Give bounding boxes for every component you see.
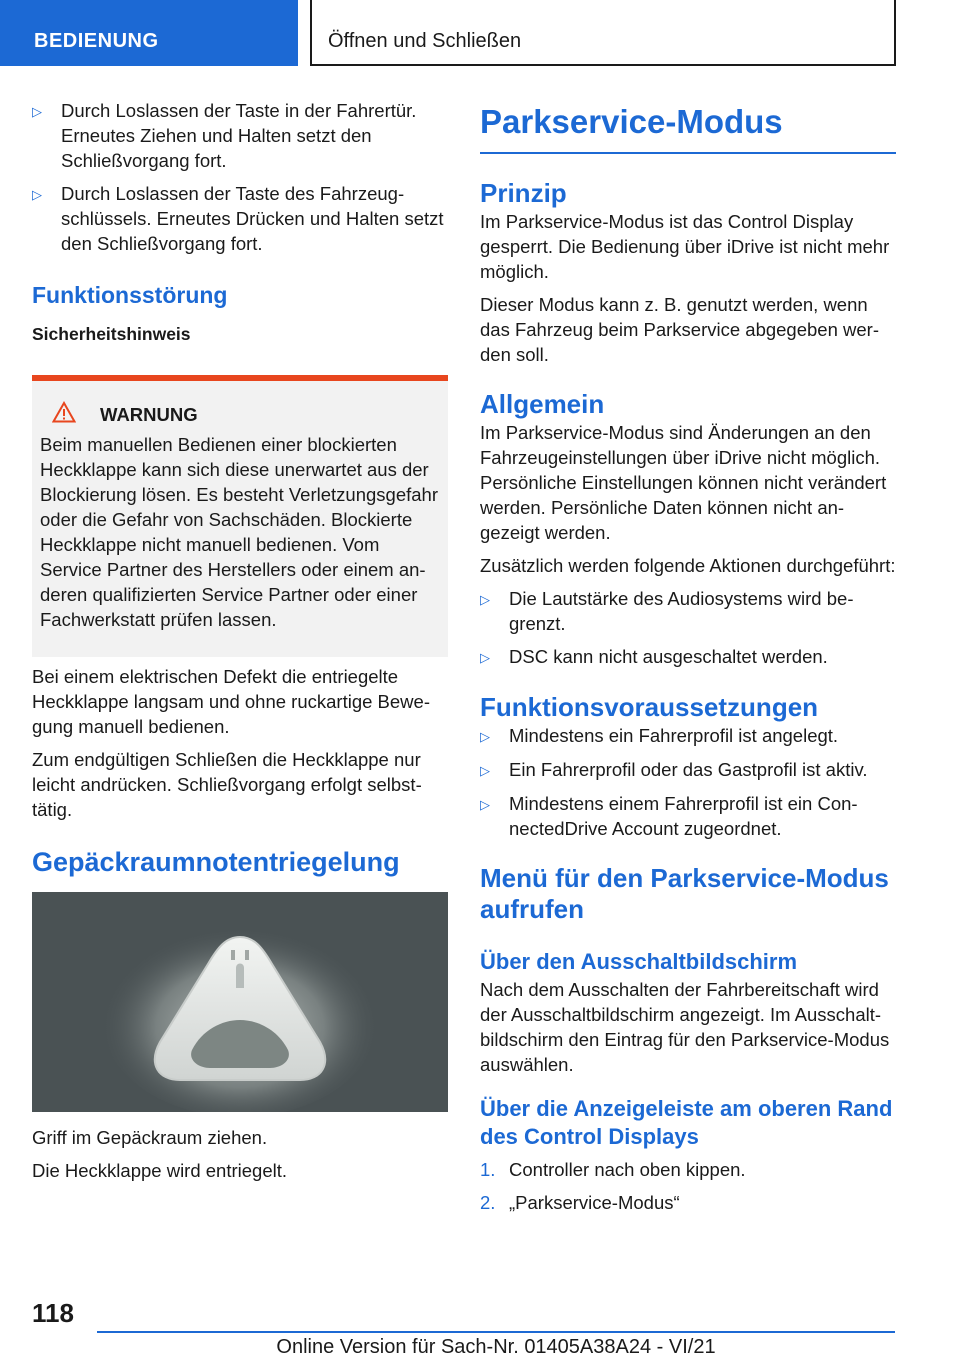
heading-funktionsstoerung: Funktionsstörung — [32, 282, 228, 308]
triangle-bullet-icon: ▷ — [32, 104, 42, 119]
list-item — [480, 791, 896, 841]
page-number: 118 — [32, 1298, 74, 1328]
right-column — [480, 102, 896, 1223]
list-item — [32, 181, 448, 256]
triangle-bullet-icon: ▷ — [32, 187, 42, 202]
paragraph: Zum endgültigen Schließen die Heckklappe nur leicht andrücken. Schließvorgang erfolgt selbsttätig. — [32, 749, 422, 820]
step-text: Controller nach oben kippen. — [509, 1159, 746, 1180]
numbered-step — [480, 1157, 896, 1182]
heading-menu-aufrufen: Menü für den Parkservice-Modus aufrufen — [480, 863, 889, 924]
paragraph: Im Parkservice-Modus sind Änderungen an den Fahrzeugeinstellungen über iDrive nicht möglich. Persönliche Einstellungen können nicht verändert werden. Persönliche Daten können nicht angezeigt werden. — [480, 422, 887, 543]
list-item-text: Durch Loslassen der Taste in der Fahrertür. Erneutes Ziehen und Halten setzt den Schließvorgang fort. — [61, 100, 417, 171]
caption: Die Heckklappe wird entriegelt. — [32, 1160, 288, 1181]
numbered-step — [480, 1190, 896, 1215]
triangle-bullet-icon: ▷ — [480, 729, 490, 744]
heading-ausschaltbildschirm: Über den Ausschaltbildschirm — [480, 949, 798, 974]
section-tab — [0, 0, 298, 66]
triangle-bullet-icon: ▷ — [480, 797, 490, 812]
list-item-text: Durch Loslassen der Taste des Fahrzeugschlüssels. Erneutes Drücken und Halten setzt den Schließvorgang fort. — [61, 183, 444, 254]
page-header — [0, 0, 960, 68]
list-item-text: Ein Fahrerprofil oder das Gastprofil ist aktiv. — [509, 759, 868, 780]
triangle-bullet-icon: ▷ — [480, 592, 490, 607]
list-item-text: Die Lautstärke des Audiosystems wird begrenzt. — [509, 588, 854, 634]
left-column-middle — [32, 664, 448, 878]
paragraph: Im Parkservice-Modus ist das Control Display gesperrt. Die Bedienung über iDrive ist nicht mehr möglich. — [480, 211, 890, 282]
list-item — [480, 644, 896, 670]
warning-triangle-icon — [40, 401, 100, 428]
left-column-top — [32, 98, 448, 345]
heading-funktionsvoraussetzungen: Funktionsvoraussetzungen — [480, 692, 819, 722]
list-item — [32, 98, 448, 173]
chapter-tab — [310, 0, 896, 66]
warning-header — [40, 401, 438, 428]
paragraph: Bei einem elektrischen Defekt die entriegelte Heckklappe langsam und ohne ruckartige Bewegung manuell bedienen. — [32, 666, 430, 737]
footer-divider — [97, 1331, 895, 1333]
list-item-text: Mindestens einem Fahrerprofil ist ein ConnectedDrive Account zugeordnet. — [509, 793, 858, 839]
paragraph: Nach dem Ausschalten der Fahrbereitschaft wird der Ausschaltbildschirm angezeigt. Im Ausschaltbildschirm den Eintrag für den Parkservice-Modus auswählen. — [480, 979, 890, 1075]
chapter-label: Öffnen und Schließen — [328, 30, 522, 52]
left-column-bottom — [32, 1125, 448, 1191]
heading-allgemein: Allgemein — [480, 389, 605, 419]
heading-parkservice-modus: Parkservice-Modus — [480, 102, 896, 154]
list-item-text: Mindestens ein Fahrerprofil ist angelegt. — [509, 725, 839, 746]
triangle-bullet-icon: ▷ — [480, 763, 490, 778]
heading-sicherheitshinweis: Sicherheitshinweis — [32, 324, 191, 344]
step-number: 2. — [480, 1192, 496, 1213]
warning-title: WARNUNG — [100, 403, 198, 425]
step-text: „Parkservice-Modus“ — [509, 1192, 680, 1213]
heading-anzeigeleiste: Über die Anzeigeleiste am oberen Rand des Control Displays — [480, 1096, 893, 1149]
triangle-bullet-icon: ▷ — [480, 650, 490, 665]
list-item — [480, 586, 896, 636]
paragraph: Zusätzlich werden folgende Aktionen durchgeführt: — [480, 555, 896, 576]
list-item — [480, 757, 896, 783]
caption: Griff im Gepäckraum ziehen. — [32, 1127, 268, 1148]
footer-text: Online Version für Sach-Nr. 01405A38A24 - VI/21 — [276, 1336, 716, 1358]
heading-prinzip: Prinzip — [480, 178, 567, 208]
trunk-release-handle-image — [32, 892, 448, 1112]
paragraph: Dieser Modus kann z. B. genutzt werden, wenn das Fahrzeug beim Parkservice abgegeben werden soll. — [480, 294, 879, 365]
list-item-text: DSC kann nicht ausgeschaltet werden. — [509, 646, 828, 667]
section-label: BEDIENUNG — [34, 30, 159, 52]
step-number: 1. — [480, 1159, 496, 1180]
warning-box — [32, 375, 448, 657]
warning-text: Beim manuellen Bedienen einer blockierten Heckklappe kann sich diese unerwartet aus der Blockierung lösen. Es besteht Verletzungsgefahr oder die Gefahr von Sachschäden. Blockierte Heckklappe nicht manuell bedienen. Vom Service Partner des Herstellers oder einem anderen qualifizierten Service Partner oder einer Fachwerkstatt prüfen lassen. — [40, 434, 438, 630]
heading-gepaeckraumnotentriegelung: Gepäckraumnotentriegelung — [32, 847, 400, 877]
list-item — [480, 723, 896, 749]
